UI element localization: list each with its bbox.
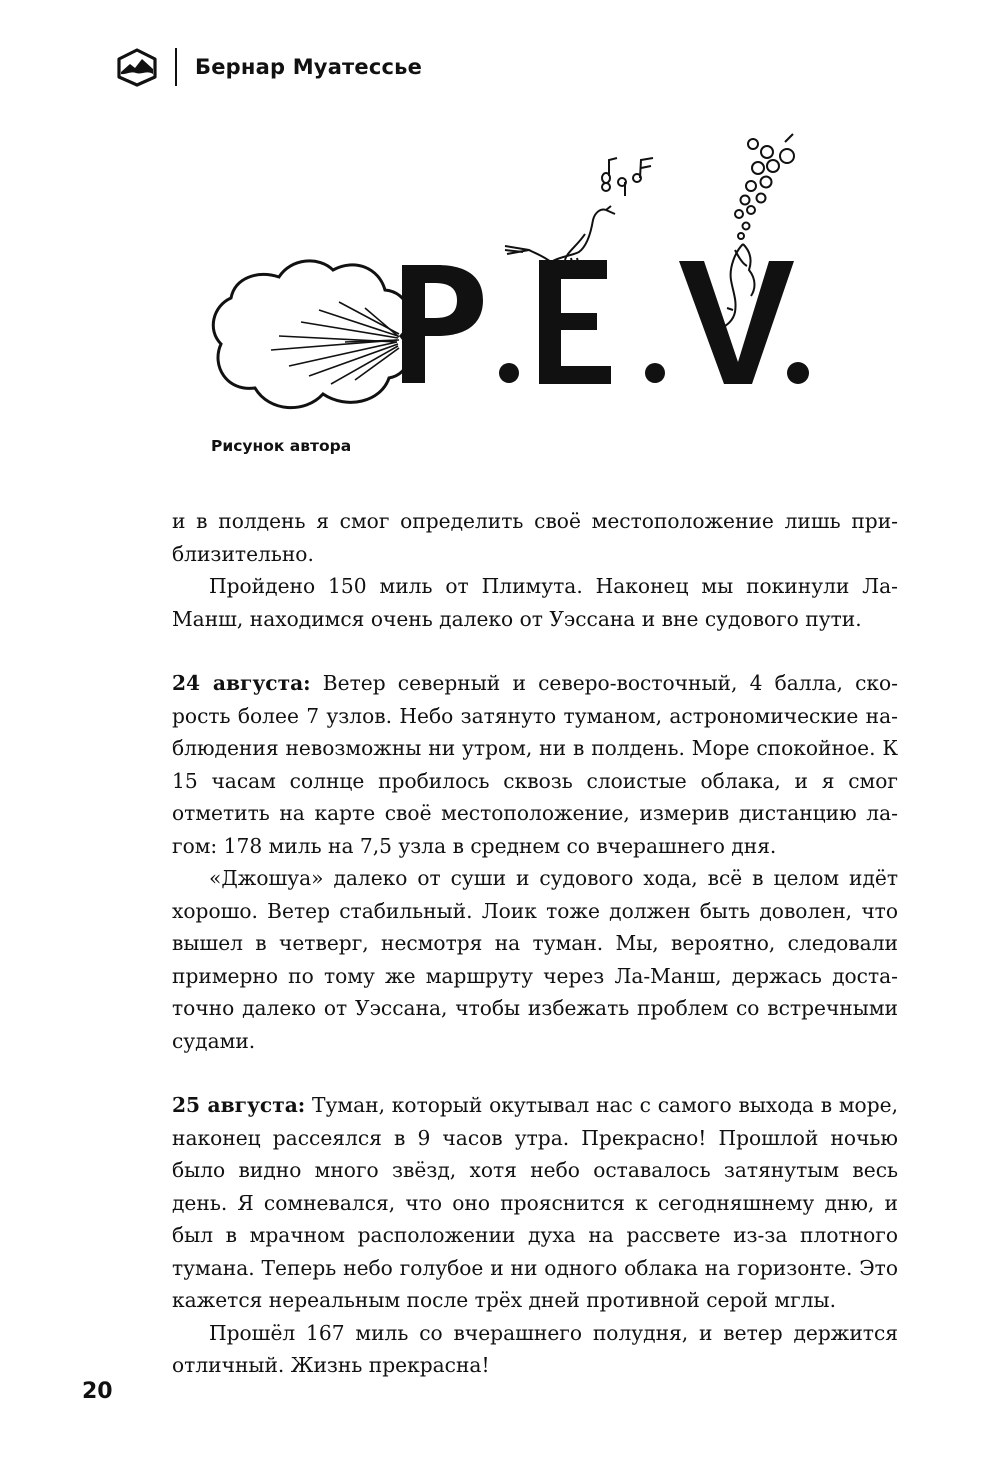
wind-rays [271,302,399,384]
figure-caption: Рисунок автора [211,437,352,455]
letter-e [539,260,611,384]
paragraph: и в полдень я смог определить своё местоположение лишь приблизительно. [172,509,898,566]
paragraph: «Джошуа» далеко от суши и судового хода, всё в целом идёт хорошо. Ветер стабильный. Лоик тоже должен быть доволен, что вышел в четверг, несмотря на туман. Мы, вероятно, следовали примерно по тому же маршруту через Ла-Манш, держась достаточно далеко от Уэссана, чтобы избежать проблем со встречными судами. [172,866,898,1053]
music-notes-sketch [602,158,653,196]
body-text [172,505,898,1382]
entry-text: Туман, который окутывал нас с самого выхода в море, наконец рассеялся в 9 часов утра. Прекрасно! Прошлой ночью было видно много звёзд, хотя небо оставалось затянутым весь день. Я сомневался, что оно прояснится к сегодняшнему дню, и был в мрачном расположении духа на рассвете из-за плотного тумана. Теперь небо голубое и ни одного облака на горизонте. Это кажется нереальным после трёх дней противной серой мглы. [172,1093,898,1312]
author-drawing [205,130,825,430]
letter-v [679,261,794,384]
dot-2 [645,363,665,383]
header-separator [175,48,177,86]
running-header [115,44,422,90]
bubbles-sketch [735,134,794,239]
header-author: Бернар Муатессье [195,55,423,79]
entry-date: 24 августа: [172,671,311,695]
dot-1 [499,363,519,383]
page-number: 20 [82,1379,113,1404]
diary-entry-aug-25 [172,1089,898,1317]
bird-sketch [505,206,615,266]
paragraph: Пройдено 150 миль от Плимута. Наконец мы покинули Ла-Манш, находимся очень далеко от Уэссана и вне судового пути. [172,574,898,631]
mountain-wave-logo-icon [115,47,159,87]
diary-entry-aug-24 [172,667,898,862]
hand-sketch [719,244,755,330]
pev-drawing [205,130,825,430]
letter-p [402,265,483,383]
entry-date: 25 августа: [172,1093,306,1117]
entry-text: Ветер северный и северо-восточный, 4 балла, скорость более 7 узлов. Небо затянуто туманом, астрономические наблюдения невозможны ни утром, ни в полдень. Море спокойное. К 15 часам солнце пробилось сквозь слоистые облака, и я смог отметить на карте своё местоположение, измерив дистанцию лагом: 178 миль на 7,5 узла в среднем со вчерашнего дня. [172,671,898,858]
paragraph: Прошёл 167 миль со вчерашнего полудня, и ветер держится отличный. Жизнь прекрасна! [172,1320,898,1377]
dot-3 [787,362,809,384]
